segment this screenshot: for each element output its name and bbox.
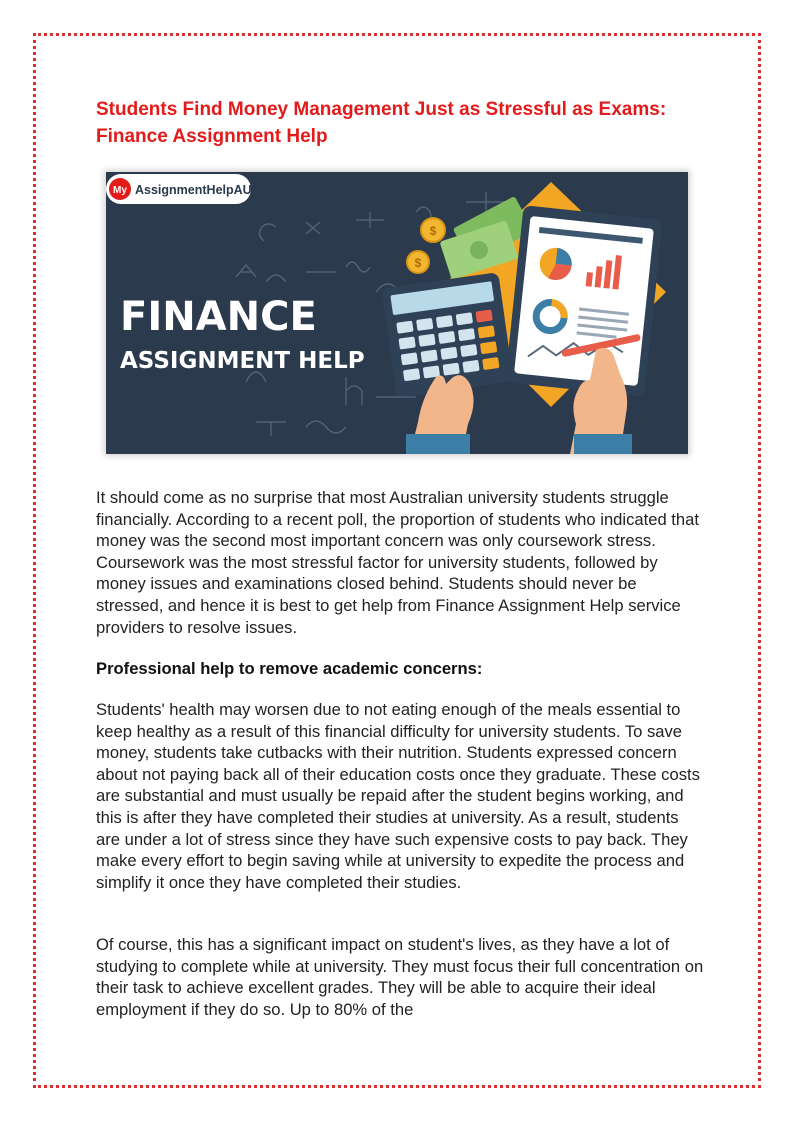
brand-logo: [106, 174, 252, 204]
banner-headline-main: FINANCE: [120, 294, 317, 340]
svg-text:$: $: [414, 256, 422, 270]
paragraph-impact: Of course, this has a significant impact on student's lives, as they have a lot of studying to complete while at university. They must focus their full concentration on their task to achieve excellent grades. They will be able to acquire their ideal employment if they do so. Up to 80% of the: [96, 935, 704, 1019]
document-title: Students Find Money Management Just as Stressful as Exams: Finance Assignment Help: [96, 99, 667, 147]
paragraph-health: Students' health may worsen due to not eating enough of the meals essential to keep healthy as a result of this financial difficulty for university students. To save money, students take cutbacks with their nutrition. Students expressed concern about not paying back all of their education costs once they graduate. These costs are substantial and must usually be repaid after the student begins working, and this is after they have completed their studies at university. As a result, students are under a lot of stress since they have such expensive costs to pay back. They make every effort to begin saving while at university to expedite the process and simplify it once they have completed their studies.: [96, 700, 700, 892]
section-heading: Professional help to remove academic concerns:: [96, 659, 483, 678]
svg-text:AssignmentHelpAU: AssignmentHelpAU: [135, 183, 252, 197]
calculator-icon: [381, 272, 513, 397]
svg-text:$: $: [429, 224, 437, 238]
paragraph-intro: It should come as no surprise that most Australian university students struggle financially. According to a recent poll, the proportion of students who indicated that money was the second most important concern was only coursework stress. Coursework was the most stressful factor for university students, followed by money issues and examinations closed behind. Students should never be stressed, and hence it is best to get help from Finance Assignment Help service providers to resolve issues.: [96, 488, 699, 637]
banner-image: [106, 172, 688, 454]
svg-text:My: My: [113, 185, 127, 196]
finance-illustration: [106, 172, 688, 454]
coins-icon: [407, 218, 445, 273]
banner-headline-sub: ASSIGNMENT HELP: [120, 348, 365, 374]
report-clipboard-icon: [505, 205, 663, 397]
